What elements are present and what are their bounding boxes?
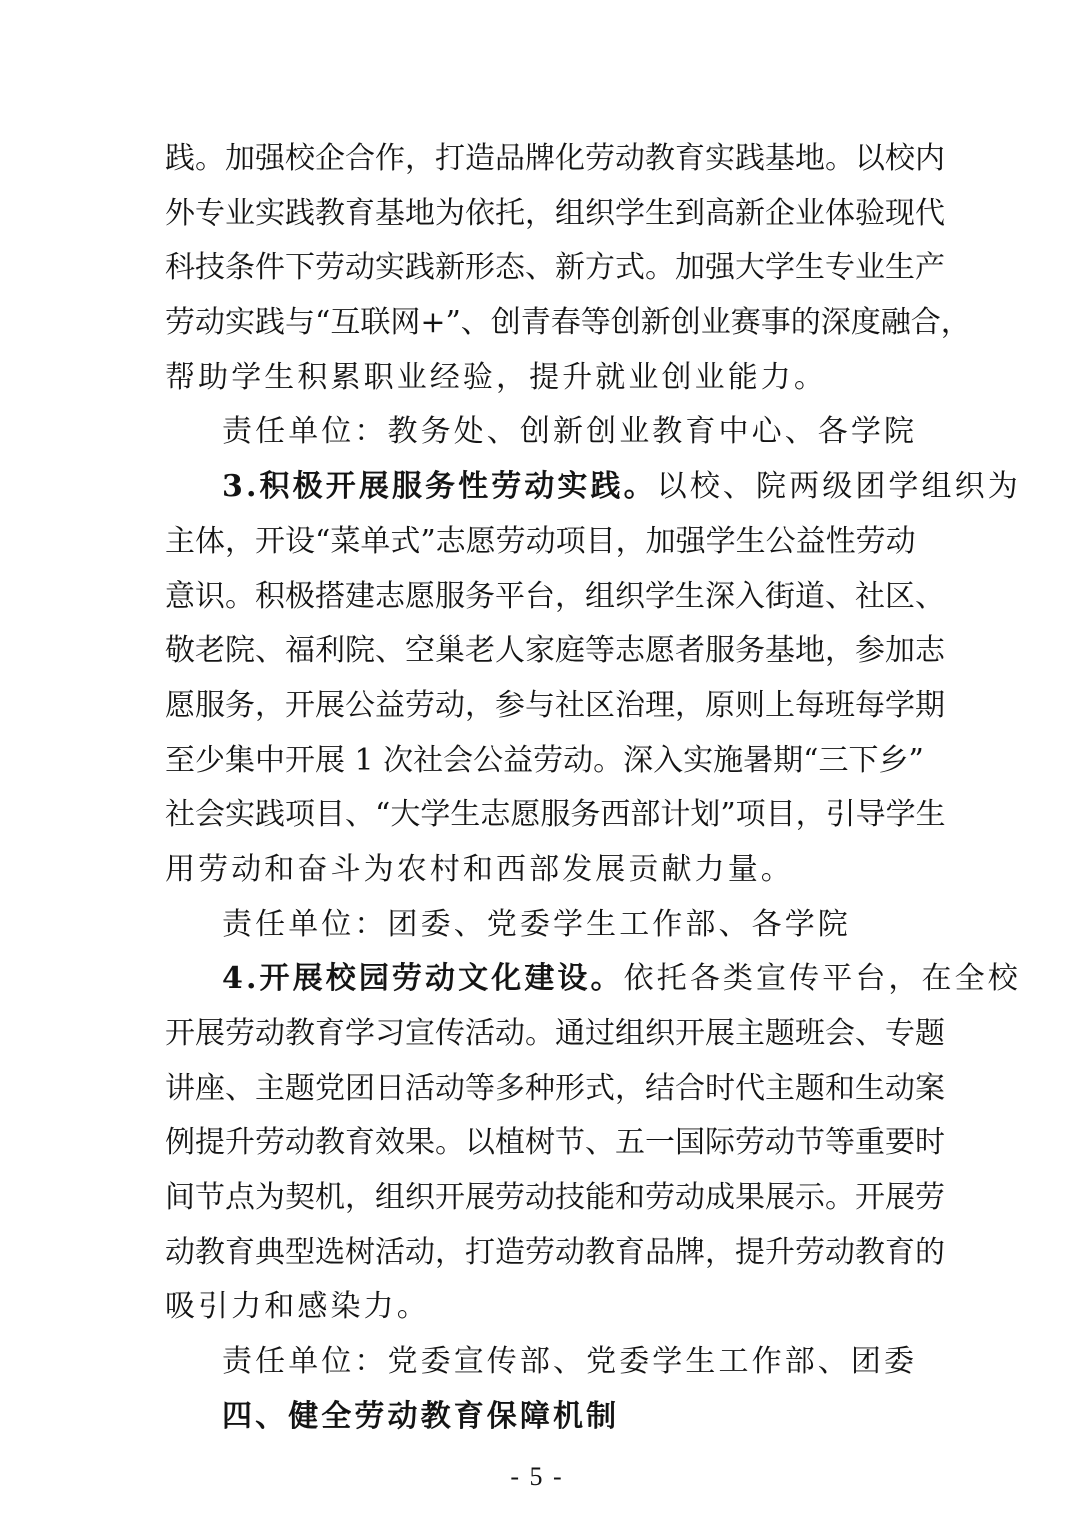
- section-3-first-line-text: 以校、院两级团学组织为: [656, 469, 1021, 505]
- document-body: [165, 132, 1021, 1445]
- paragraph-line: 敬老院、福利院、空巢老人家庭等志愿者服务基地，参加志: [165, 633, 945, 669]
- section-4-title: 4.开展校园劳动文化建设。: [222, 961, 624, 997]
- paragraph-line: 例提升劳动教育效果。以植树节、五一国际劳动节等重要时: [165, 1125, 945, 1161]
- paragraph-line: 主体，开设“菜单式”志愿劳动项目，加强学生公益性劳动: [165, 523, 916, 559]
- paragraph-line: 间节点为契机，组织开展劳动技能和劳动成果展示。开展劳: [165, 1180, 945, 1216]
- paragraph-line: 至少集中开展 1 次社会公益劳动。深入实施暑期“三下乡”: [165, 742, 924, 778]
- section-4-first-line: [165, 952, 1021, 1007]
- responsibility-line: 责任单位：教务处、创新创业教育中心、各学院: [222, 414, 918, 450]
- paragraph-line: 劳动实践与“互联网+”、创青春等创新创业赛事的深度融合，: [165, 305, 971, 341]
- paragraph-line: 用劳动和奋斗为农村和西部发展贡献力量。: [165, 851, 794, 887]
- responsibility-line: 责任单位：党委宣传部、党委学生工作部、团委: [222, 1344, 918, 1380]
- paragraph-line: 愿服务，开展公益劳动，参与社区治理，原则上每班每学期: [165, 687, 945, 723]
- paragraph-line: 帮助学生积累职业经验，提升就业创业能力。: [165, 359, 827, 395]
- section-4-first-line-text: 依托各类宣传平台，在全校: [623, 961, 1021, 997]
- paragraph-line: 意识。积极搭建志愿服务平台，组织学生深入街道、社区、: [165, 578, 945, 614]
- paragraph-line: 开展劳动教育学习宣传活动。通过组织开展主题班会、专题: [165, 1016, 945, 1051]
- paragraph-line: 吸引力和感染力。: [165, 1289, 430, 1325]
- paragraph-line: 动教育典型选树活动，打造劳动教育品牌，提升劳动教育的: [165, 1234, 945, 1270]
- paragraph-line: 社会实践项目、“大学生志愿服务西部计划”项目，引导学生: [165, 797, 946, 833]
- section-3-first-line: [165, 460, 1021, 515]
- page-number: - 5 -: [510, 1462, 564, 1491]
- paragraph-line: 科技条件下劳动实践新形态、新方式。加强大学生专业生产: [165, 250, 945, 286]
- section-3-title: 3.积极开展服务性劳动实践。: [222, 469, 657, 505]
- paragraph-line: 践。加强校企合作，打造品牌化劳动教育实践基地。以校内: [165, 141, 945, 176]
- section-heading: 四、健全劳动教育保障机制: [222, 1398, 620, 1434]
- paragraph-line: 讲座、主题党团日活动等多种形式，结合时代主题和生动案: [165, 1070, 945, 1106]
- paragraph-line: 外专业实践教育基地为依托，组织学生到高新企业体验现代: [165, 195, 945, 231]
- responsibility-line: 责任单位：团委、党委学生工作部、各学院: [222, 906, 851, 942]
